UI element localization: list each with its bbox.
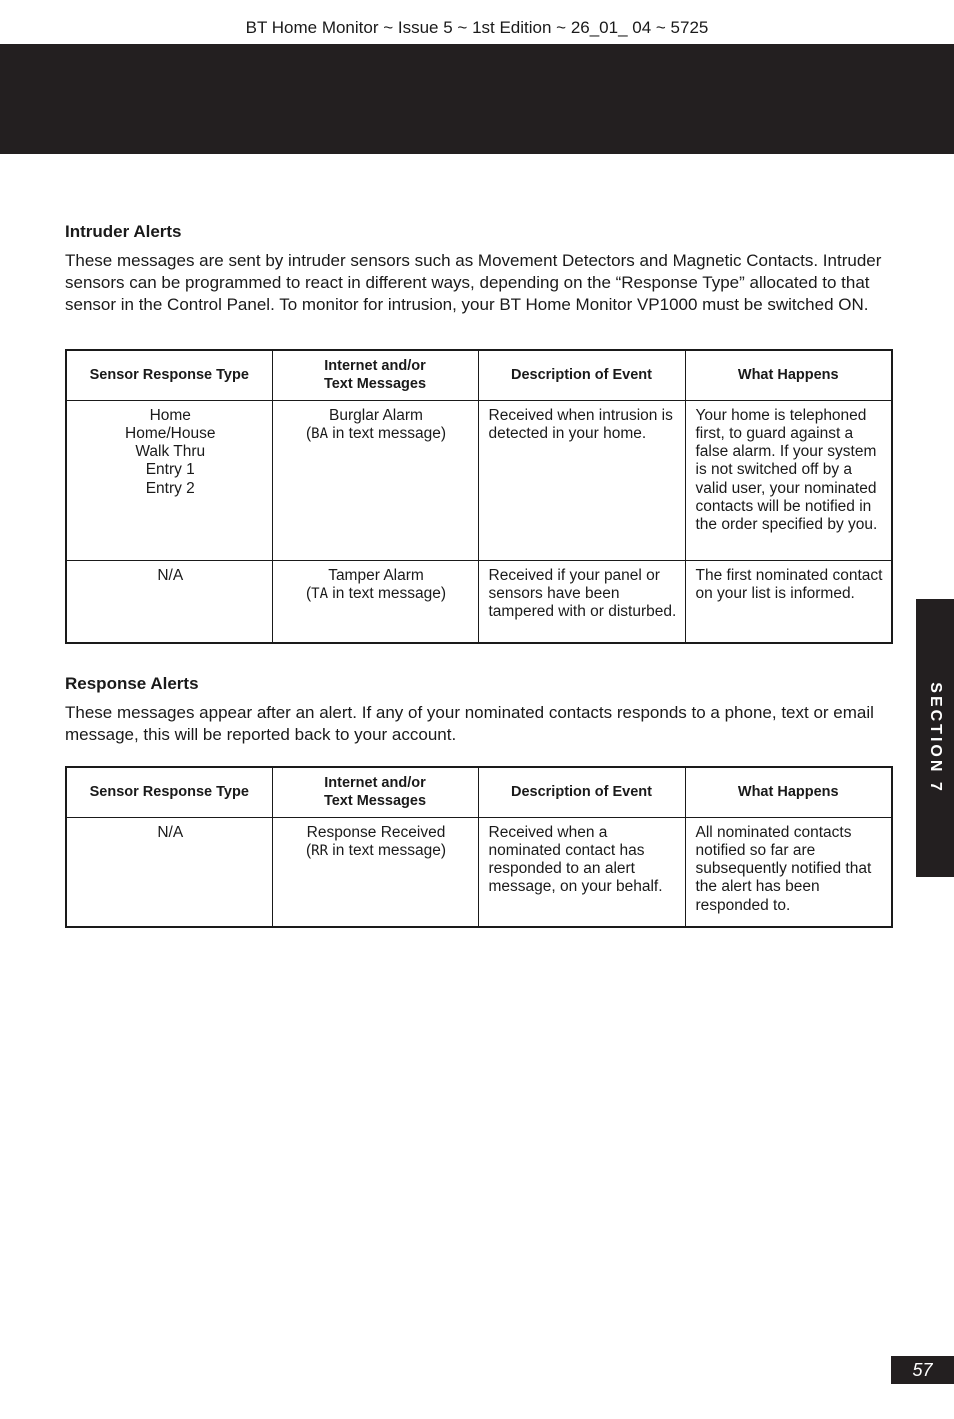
- response-alerts-intro: These messages appear after an alert. If any of your nominated contacts responds to a phone, text or email message, this will be reported back to your account.: [65, 703, 874, 744]
- intruder-alerts-table-wrap: [65, 349, 891, 644]
- table-row: [66, 560, 892, 643]
- cell-what-happens: Your home is telephoned first, to guard against a false alarm. If your system is not switched off by a valid user, your nominated contacts will be notified in the order specified by you.: [685, 400, 892, 560]
- section-tab: [916, 599, 954, 877]
- section-tab-label: SECTION 7: [927, 682, 944, 794]
- response-alerts-section: [65, 674, 891, 746]
- page-number: 57: [891, 1356, 954, 1384]
- col-header-what-happens: What Happens: [685, 767, 892, 817]
- cell-sensor-types: N/A: [66, 560, 272, 643]
- col-header-sensor-type: Sensor Response Type: [66, 350, 272, 400]
- response-alerts-table: [65, 766, 893, 928]
- response-alerts-heading: Response Alerts: [65, 674, 199, 693]
- intruder-alerts-table: [65, 349, 893, 644]
- cell-what-happens: The first nominated contact on your list is informed.: [685, 560, 892, 643]
- cell-sensor-types: Home Home/House Walk Thru Entry 1 Entry 2: [66, 400, 272, 560]
- col-header-description: Description of Event: [478, 350, 685, 400]
- cell-message: Burglar Alarm (BA in text message): [272, 400, 478, 560]
- message-code: BA: [311, 425, 328, 442]
- cell-message: Response Received (RR in text message): [272, 817, 478, 927]
- cell-sensor-types: N/A: [66, 817, 272, 927]
- intruder-alerts-section: [65, 222, 891, 316]
- cell-what-happens: All nominated contacts notified so far are subsequently notified that the alert has been responded to.: [685, 817, 892, 927]
- cell-message: Tamper Alarm (TA in text message): [272, 560, 478, 643]
- cell-description: Received when a nominated contact has responded to an alert message, on your behalf.: [478, 817, 685, 927]
- header-banner: [0, 44, 954, 154]
- message-code: TA: [311, 585, 328, 602]
- col-header-sensor-type: Sensor Response Type: [66, 767, 272, 817]
- col-header-description: Description of Event: [478, 767, 685, 817]
- table-header-row: [66, 350, 892, 400]
- cell-description: Received if your panel or sensors have been tampered with or disturbed.: [478, 560, 685, 643]
- message-code: RR: [311, 842, 328, 859]
- response-alerts-table-wrap: [65, 766, 891, 928]
- col-header-messages: Internet and/or Text Messages: [272, 767, 478, 817]
- running-header: BT Home Monitor ~ Issue 5 ~ 1st Edition ~ 26_01_ 04 ~ 5725: [245, 18, 709, 37]
- table-row: [66, 400, 892, 560]
- col-header-what-happens: What Happens: [685, 350, 892, 400]
- intruder-alerts-heading: Intruder Alerts: [65, 222, 182, 241]
- table-header-row: [66, 767, 892, 817]
- cell-description: Received when intrusion is detected in your home.: [478, 400, 685, 560]
- intruder-alerts-intro: These messages are sent by intruder sensors such as Movement Detectors and Magnetic Contacts. Intruder sensors can be programmed to react in different ways, depending on the “Response Type” allocated to that sensor in the Control Panel. To monitor for intrusion, your BT Home Monitor VP1000 must be switched ON.: [65, 251, 882, 314]
- table-row: [66, 817, 892, 927]
- col-header-messages: Internet and/or Text Messages: [272, 350, 478, 400]
